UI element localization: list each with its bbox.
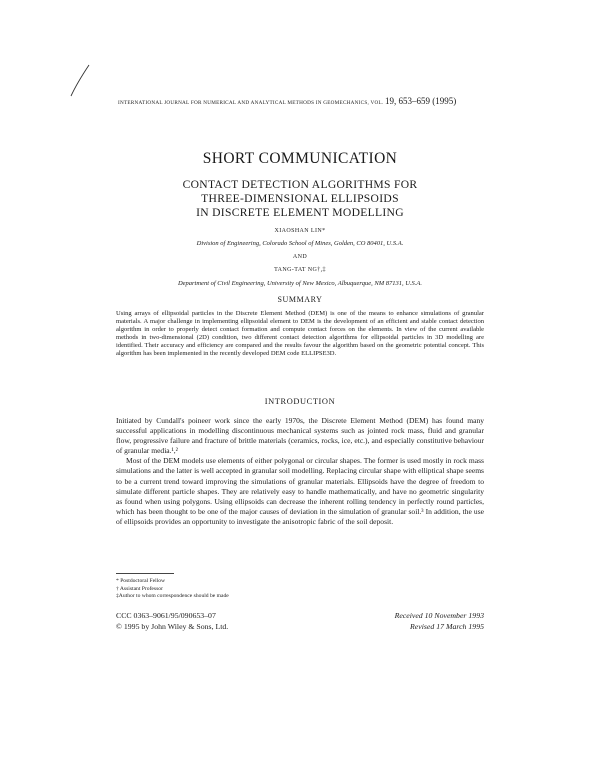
title-line: IN DISCRETE ELEMENT MODELLING [196, 205, 404, 219]
footnote: ‡Author to whom correspondence should be made [116, 593, 229, 600]
journal-header [118, 96, 518, 106]
author-affiliation: Division of Engineering, Colorado School of Mines, Golden, CO 80401, U.S.A. [196, 240, 404, 247]
dates [395, 610, 484, 632]
volume-pages: 19, 653–659 (1995) [385, 96, 457, 106]
author-affiliation: Department of Civil Engineering, University of New Mexico, Albuquerque, NM 87131, U.S.A. [177, 280, 423, 287]
author-name: XIAOSHAN LIN* [274, 228, 326, 234]
intro-paragraph: Initiated by Cundall's poineer work since the early 1970s, the Discrete Element Method (DEM) has found many successful applications in modelling discontinuous mechanical systems such as jointed rock mass, fluid and granular flow, progressive failure and fracture of brittle materials (ceramics, rocks, ice, etc.), and especially constitutive behaviour of granular media.¹,² [116, 416, 484, 456]
copyright: © 1995 by John Wiley & Sons, Ltd. [116, 622, 229, 631]
ccc-code: CCC 0363–9061/95/090653–07 [116, 611, 216, 620]
received-date: Received 10 November 1993 [394, 611, 484, 620]
introduction-body [116, 416, 484, 527]
article-type: SHORT COMMUNICATION [202, 150, 398, 167]
revised-date: Revised 17 March 1995 [410, 622, 484, 631]
footnote-rule [116, 573, 174, 574]
title-line: CONTACT DETECTION ALGORITHMS FOR [182, 178, 418, 191]
author-separator: AND [292, 254, 308, 260]
summary-heading: SUMMARY [277, 295, 323, 304]
intro-paragraph: Most of the DEM models use elements of either polygonal or circular shapes. The former is used mostly in rock mass simulations and the latter is well accepted in granular soil modelling. Replacing circular shape with elliptical shape seems to be a current trend toward improving the simulations of granular materials. Ellipsoids have the degree of freedom to simulate different particle shapes. They are relatively easy to handle mathematically, and have no geometric singularity as found when using polygons. Using ellipsoids can decrease the inherent rolling tendency in perfectly round particles, which has been thought to be one of the major causes of deviation in the simulation of granular soil.³ In addition, the use of ellipsoids provides an opportunity to investigate the anisotropic fabric of the soil deposit. [116, 456, 484, 526]
footnotes [116, 578, 416, 601]
footnote: * Postdoctoral Fellow [116, 578, 166, 584]
pen-stroke-mark [68, 64, 92, 98]
publication-info [116, 610, 228, 632]
article-title [90, 178, 510, 219]
footnote: † Assistant Professor [116, 585, 163, 592]
author-name: TANG-TAT NG†,‡ [274, 267, 326, 273]
journal-name: INTERNATIONAL JOURNAL FOR NUMERICAL AND ANALYTICAL METHODS IN GEOMECHANICS, VOL. [118, 100, 384, 106]
introduction-heading: INTRODUCTION [264, 397, 336, 406]
title-line: THREE-DIMENSIONAL ELLIPSOIDS [201, 191, 399, 205]
summary-text: Using arrays of ellipsoidal particles in the Discrete Element Method (DEM) is one of the means to enhance simulations of granular materials. A major challenge in implementing ellipsoidal element to DEM is the development of an efficient and stable contact detection algorithm in order to properly detect contact formation and compute contact forces on the elements. In view of the current available methods in two-dimensional (2D) condition, two different contact detection algorithms for ellipsoidal particles in 3D modelling are identified. Their accuracy and efficiency are compared and the results favour the algorithm based on the geometric potential concept. This algorithm has been implemented in the recently developed DEM code ELLIPSE3D. [116, 310, 484, 358]
